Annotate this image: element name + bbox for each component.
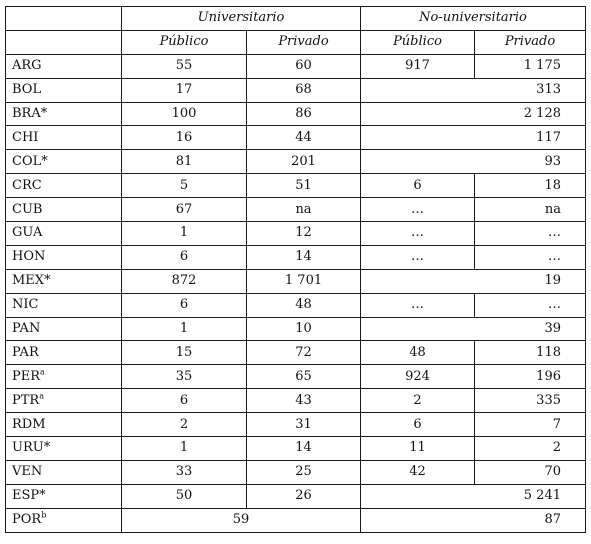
country-code: CHI — [12, 129, 39, 145]
table-row — [6, 460, 586, 484]
nouni-privado-cell: 1 175 — [475, 54, 586, 78]
country-code: PTR — [12, 392, 40, 408]
table-row — [6, 126, 586, 150]
nouni-privado-cell: 70 — [475, 460, 586, 484]
nouni-publico-cell: … — [361, 245, 475, 269]
country-cell — [6, 222, 122, 246]
country-cell — [6, 341, 122, 365]
nouni-publico-cell: … — [361, 222, 475, 246]
country-cell — [6, 174, 122, 198]
uni-publico-cell: 81 — [122, 150, 247, 174]
footnote-mark: * — [43, 440, 51, 456]
uni-privado-cell: 43 — [247, 389, 361, 413]
country-cell — [6, 198, 122, 222]
nouni-total-cell: 19 — [361, 269, 586, 293]
country-cell — [6, 245, 122, 269]
table-row — [6, 437, 586, 461]
table-row — [6, 174, 586, 198]
country-cell — [6, 150, 122, 174]
country-cell — [6, 508, 122, 532]
nouni-privado-cell: 196 — [475, 365, 586, 389]
uni-publico-cell: 33 — [122, 460, 247, 484]
uni-privado-cell: 65 — [247, 365, 361, 389]
header-group-no-universitario: No-universitario — [361, 7, 586, 31]
nouni-total-cell: 313 — [361, 78, 586, 102]
table-row — [6, 413, 586, 437]
nouni-privado-cell: 2 — [475, 437, 586, 461]
country-cell — [6, 484, 122, 508]
country-code: ESP — [12, 488, 40, 504]
country-code: CUB — [12, 201, 43, 217]
country-cell — [6, 437, 122, 461]
header-row-groups — [6, 7, 586, 31]
country-cell — [6, 78, 122, 102]
uni-publico-cell: 67 — [122, 198, 247, 222]
country-code: PER — [12, 368, 41, 384]
country-code: CRC — [12, 177, 42, 193]
table-container — [5, 6, 586, 533]
table-row — [6, 317, 586, 341]
nouni-privado-cell: na — [475, 198, 586, 222]
uni-privado-cell: 60 — [247, 54, 361, 78]
country-code: VEN — [12, 464, 43, 480]
country-code: URU — [12, 440, 44, 456]
country-code: GUA — [12, 225, 43, 241]
country-cell — [6, 269, 122, 293]
footnote-mark: * — [41, 153, 48, 169]
country-code: BRA — [12, 106, 41, 121]
nouni-publico-cell: 6 — [361, 174, 475, 198]
footnote-mark: * — [44, 273, 51, 289]
data-table — [5, 6, 586, 533]
nouni-privado-cell: 18 — [475, 174, 586, 198]
country-cell — [6, 102, 122, 126]
uni-publico-cell: 872 — [122, 269, 247, 293]
table-row — [6, 484, 586, 508]
uni-privado-cell: 1 701 — [247, 269, 361, 293]
table-body — [6, 7, 586, 533]
header-uni-publico: Público — [122, 30, 247, 54]
nouni-total-cell: 2 128 — [361, 102, 586, 126]
country-code: RDM — [12, 416, 46, 432]
country-cell — [6, 460, 122, 484]
country-code: PAN — [12, 321, 41, 337]
nouni-publico-cell: 917 — [361, 54, 475, 78]
country-code: COL — [12, 153, 42, 169]
nouni-total-cell: 117 — [361, 126, 586, 150]
footnote-mark: a — [40, 367, 45, 377]
nouni-publico-cell: 924 — [361, 365, 475, 389]
header-corner-cell — [6, 7, 122, 31]
table-row — [6, 54, 586, 78]
nouni-total-cell: 93 — [361, 150, 586, 174]
country-cell — [6, 413, 122, 437]
uni-privado-cell: 31 — [247, 413, 361, 437]
nouni-privado-cell: … — [475, 293, 586, 317]
country-cell — [6, 54, 122, 78]
uni-privado-cell: 86 — [247, 102, 361, 126]
footnote-mark: b — [41, 510, 47, 520]
country-cell — [6, 126, 122, 150]
uni-privado-cell: 12 — [247, 222, 361, 246]
nouni-publico-cell: … — [361, 198, 475, 222]
nouni-privado-cell: 7 — [475, 413, 586, 437]
nouni-publico-cell: 2 — [361, 389, 475, 413]
country-cell — [6, 317, 122, 341]
nouni-total-cell: 87 — [361, 508, 586, 532]
country-code: ARG — [12, 58, 42, 74]
nouni-total-cell: 5 241 — [361, 484, 586, 508]
nouni-privado-cell: … — [475, 222, 586, 246]
nouni-publico-cell: 6 — [361, 413, 475, 437]
country-cell — [6, 365, 122, 389]
country-cell — [6, 389, 122, 413]
table-row — [6, 389, 586, 413]
nouni-privado-cell: 118 — [475, 341, 586, 365]
country-cell — [6, 293, 122, 317]
nouni-privado-cell: … — [475, 245, 586, 269]
header-corner-cell-2 — [6, 30, 122, 54]
uni-publico-cell: 5 — [122, 174, 247, 198]
footnote-mark: * — [39, 488, 46, 504]
uni-publico-cell: 50 — [122, 484, 247, 508]
header-group-universitario: Universitario — [122, 7, 361, 31]
uni-publico-cell: 6 — [122, 389, 247, 413]
uni-publico-cell: 16 — [122, 126, 247, 150]
uni-privado-cell: 25 — [247, 460, 361, 484]
nouni-publico-cell: 11 — [361, 437, 475, 461]
table-row — [6, 293, 586, 317]
table-row — [6, 341, 586, 365]
uni-privado-cell: 201 — [247, 150, 361, 174]
table-row — [6, 102, 586, 126]
uni-privado-cell: 44 — [247, 126, 361, 150]
table-row — [6, 365, 586, 389]
table-row — [6, 222, 586, 246]
uni-publico-cell: 1 — [122, 222, 247, 246]
uni-publico-cell: 15 — [122, 341, 247, 365]
header-nouni-privado: Privado — [475, 30, 586, 54]
uni-privado-cell: 68 — [247, 78, 361, 102]
country-code: POR — [12, 512, 42, 528]
nouni-total-cell: 39 — [361, 317, 586, 341]
header-nouni-publico: Público — [361, 30, 475, 54]
table-row — [6, 269, 586, 293]
uni-publico-cell: 17 — [122, 78, 247, 102]
uni-publico-cell: 55 — [122, 54, 247, 78]
nouni-privado-cell: 335 — [475, 389, 586, 413]
nouni-publico-cell: … — [361, 293, 475, 317]
uni-privado-cell: 51 — [247, 174, 361, 198]
country-code: HON — [12, 249, 46, 265]
table-row — [6, 198, 586, 222]
uni-privado-cell: 72 — [247, 341, 361, 365]
table-row — [6, 78, 586, 102]
uni-publico-cell: 100 — [122, 102, 247, 126]
uni-privado-cell: na — [247, 198, 361, 222]
country-code: BOL — [12, 82, 42, 98]
nouni-publico-cell: 48 — [361, 341, 475, 365]
uni-privado-cell: 26 — [247, 484, 361, 508]
uni-publico-cell: 6 — [122, 293, 247, 317]
country-code: NIC — [12, 297, 39, 313]
header-uni-privado: Privado — [247, 30, 361, 54]
uni-privado-cell: 14 — [247, 437, 361, 461]
header-row-sectors — [6, 30, 586, 54]
uni-publico-cell: 35 — [122, 365, 247, 389]
uni-publico-cell: 1 — [122, 317, 247, 341]
nouni-publico-cell: 42 — [361, 460, 475, 484]
country-code: PAR — [12, 344, 39, 360]
country-code: MEX — [12, 273, 45, 289]
uni-publico-cell: 1 — [122, 437, 247, 461]
footnote-mark: * — [40, 106, 48, 121]
uni-privado-cell: 14 — [247, 245, 361, 269]
uni-privado-cell: 10 — [247, 317, 361, 341]
uni-total-cell: 59 — [122, 508, 361, 532]
table-row — [6, 508, 586, 532]
footnote-mark: a — [39, 391, 44, 401]
uni-privado-cell: 48 — [247, 293, 361, 317]
uni-publico-cell: 2 — [122, 413, 247, 437]
table-row — [6, 150, 586, 174]
uni-publico-cell: 6 — [122, 245, 247, 269]
table-row — [6, 245, 586, 269]
